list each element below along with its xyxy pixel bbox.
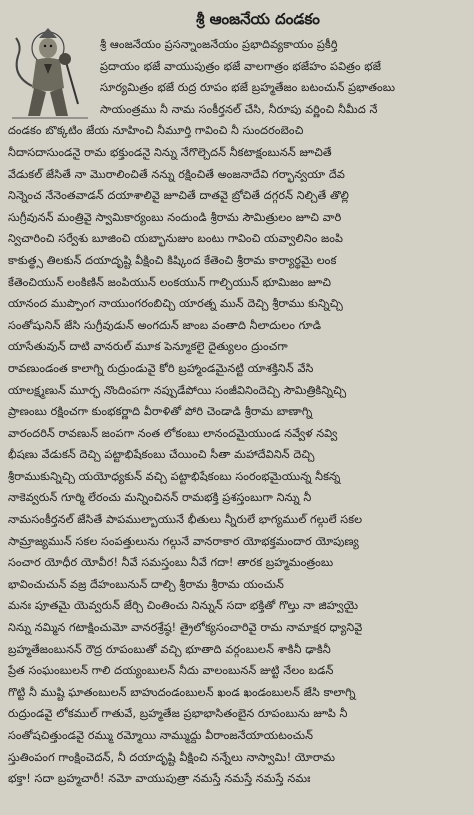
text-line: భావించుచున్ వజ్ర దేహంబునున్ దాల్చి శ్రీరామ శ్రీరామ యంచున్ — [8, 577, 285, 591]
text-line: నామసంకీర్తనల్ జేసితే పాపముల్బాయునే భీతులు న్నీరులే భాగ్యముల్ గల్గులే సకల — [8, 513, 363, 527]
text-line: రుద్రుండవై లోకముల్ గాతువే, బ్రహ్మతేజ ప్రభాభాసితంబైన రూపంబును జూపి నీ — [8, 707, 348, 721]
text-line: స్తుతింపంగ గాంక్షించెదన్, నీ దయాదృష్టి వీక్షించి నన్నేలు నాస్వామి! యోరామ — [8, 750, 336, 764]
text-line: కేతెంచియున్ లంకిణిన్ జంపియున్ లంకయున్ గాల్చియున్ భూమిజం జూచి — [8, 275, 332, 289]
text-line: భక్తా! సదా బ్రహ్మచారీ! నమో వాయుపుత్రా నమస్తే నమస్తే నమస్తే నమః — [8, 772, 311, 786]
text-line: సామ్రాజ్యమున్ సకల సంపత్తులును గల్గునే వానరాకార యోభక్తమందార యోపుణ్య — [8, 534, 359, 548]
text-line: ప్రేత సంఘంబులన్ గాలి దయ్యంబులన్ నీదు వాలంబునన్ జుట్టి నేలం బడన్ — [8, 664, 334, 678]
text-line: నిన్నెంచ నేనెంతవాడన్ దయాశాలివై జూచితే దాతవై బ్రోచితే దగ్గరన్ నిల్చితే తొల్లి — [8, 189, 349, 203]
text-line: న్విచారించి సర్వేశు బూజించి యబ్భానుజుం బంటు గావించి యవ్వాలినిం జంపి — [8, 232, 344, 246]
text-line: యాసేతువున్ దాటి వానరుల్ మూక పెన్మూకలై దైత్యులం ద్రుంచగా — [8, 340, 288, 354]
text-line: సంతోషునిన్ జేసి సుగ్రీవుడున్ అంగదున్ జాంబ వంతాది నీలాదులం గూడి — [8, 318, 322, 332]
text-line: కాకుత్థ్స తిలకున్ దయాదృష్టి వీక్షించి కిష్కింద కేతెంచి శ్రీరామ కార్యార్థమై లంక — [8, 253, 337, 267]
text-line: ప్రదాయం భజే వాయుపుత్రం భజే వాలగాత్రం భజేహం పవిత్రం భజే — [100, 59, 382, 73]
hanuman-illustration — [8, 26, 94, 124]
text-line: వేడుకల్ జేసితే నా మొరాలించితే నన్ను రక్షించితే అంజనాదేవి గర్భాన్వయా దేవ — [8, 167, 345, 181]
text-line: నీదాసదాసుండనై రామ భక్తుండనై నిన్ను నేగొల్చెదన్ నీకటాక్షంబునన్ జూచితే — [8, 145, 332, 159]
text-line: సాయంత్రము నీ నామ సంకీర్తనల్ చేసి, నీరూపు వర్ణించి నీమీద నే — [100, 102, 378, 116]
text-line: సూర్యమిత్రం భజే రుద్ర రూపం భజే బ్రహ్మతేజం బటంచున్ ప్రభాతంబు — [100, 81, 396, 95]
text-line: దండకం బొక్కటిం జేయ నూహించి నీమూర్తి గావించి నీ సుందరంబెంచి — [8, 124, 304, 138]
page-title: శ్రీ ఆంజనేయ దండకం — [196, 10, 320, 28]
text-line: యాలక్ష్మణున్ మూర్ఛ నొందింపగా నప్పుడేపోయి సంజీవినిందెచ్చి సౌమిత్రికిన్నిచ్చి — [8, 383, 347, 397]
text-line: భీషణు వేడుకన్ దెచ్చి పట్టాభిషేకంబు చేయించి సీతా మహాదేవినిన్ దెచ్చి — [8, 448, 315, 462]
text-line: సుగ్రీవునన్ మంత్రివై స్వామికార్యంబు నందుండి శ్రీరామ సౌమిత్రులం జూచి వారి — [8, 210, 342, 224]
text-line: సంతోషచిత్తుండవై రమ్ము రమ్మోయి నామ్ముద్దు వీరాంజనేయాయటంచున్ — [8, 729, 314, 742]
text-line: శ్రీ ఆంజనేయం ప్రసన్నాంజనేయం ప్రభాదివ్యకాయం ప్రకీర్తి — [100, 38, 338, 51]
text-line: వారందరిన్ రావణున్ జంపగా నంత లోకంబు లానందమైయుండ నవ్వేళ నవ్వి — [8, 426, 338, 440]
text-line: మనః పూతమై యెవ్వరున్ జేర్చి చింతించు నిన్నున్ సదా భక్తితో గొల్తు నా జిహ్వయై — [8, 599, 359, 613]
text-line: నాకెవ్వరున్ గూర్మి లేరంచు మన్నించినన్ రామభక్తి ప్రశస్తంబుగా నిన్ను నీ — [8, 491, 312, 505]
text-line: బ్రహ్మతేజంబునన్ రౌద్ర రూపంబుతో వచ్చి భూతాది వర్గంబులన్ శాకినీ ఢాకినీ — [8, 642, 331, 656]
text-line: శ్రీరాముకున్నిచ్చి యయోధ్యకున్ వచ్చి పట్టాభిషేకంబు సంరంభమైయున్న నీకన్న — [8, 469, 341, 483]
text-line: గొట్టి నీ ముష్టి ఘాతంబులన్ బాహుదండంబులన్ ఖండ ఖండంబులన్ జేసి కాలాగ్ని — [8, 685, 356, 699]
text-line: యానంద ముప్పొంగ నాయుంగరంబిచ్చి యారత్న మున్ దెచ్చి శ్రీరాము కున్నిచ్చి — [8, 297, 343, 311]
text-line: ప్రాణంబు రక్షించగా కుంభకర్ణాది వీరాళితో పోరి చెండాడి శ్రీరామ బాణాగ్ని — [8, 405, 313, 419]
text-line: నిన్ను నమ్మిన గటాక్షించుమో వానరశ్రేష్ఠ! త్రైలోక్యసంచారివై రామ నామాక్షర ధ్యానివై — [8, 621, 363, 635]
dandakam-text — [8, 34, 468, 790]
text-line: రావణుండంత కాలాగ్ని రుద్రుండువై కోరి బ్రహ్మాండమైనట్టి యాశక్తినిన్ వేసి — [8, 361, 314, 375]
text-line: సంచార యోధీర యోవీర! నీవే సమస్తంబు నీవే గదా! తారక బ్రహ్మమంత్రంబు — [8, 556, 334, 570]
